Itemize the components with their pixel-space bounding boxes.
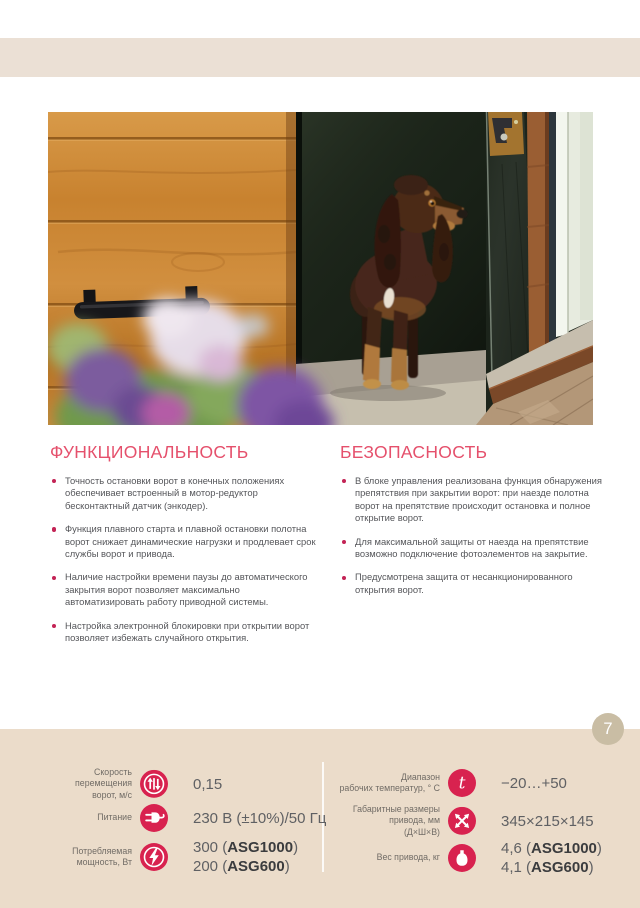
spec-row-power-supply (40, 804, 326, 832)
speed-arrows-icon (140, 770, 168, 798)
spec-row-speed (40, 767, 222, 801)
spec-row-dimensions (336, 804, 594, 838)
page-number-badge (592, 713, 624, 745)
top-band (0, 38, 640, 77)
list-item: Для максимальной защиты от наезда на препятствие возможно подключение фотоэлементов на закрытие. (340, 536, 606, 561)
spec-label: Вес привода, кг (376, 852, 440, 863)
page-number: 7 (603, 719, 613, 738)
dimensions-arrows-icon (448, 807, 476, 835)
functionality-list (50, 475, 316, 644)
spec-label: Питание (97, 812, 132, 823)
spec-label: Потребляемая мощность, Вт (72, 845, 132, 867)
list-item: Функция плавного старта и плавной остановки полотна ворот снижает динамические нагрузки и продлевает срок службы ворот и привода. (50, 523, 316, 560)
list-item: Наличие настройки времени паузы до автоматического закрытия ворот позволяет максимально автоматизировать работу приводной системы. (50, 571, 316, 608)
spec-value: 230 В (±10%)/50 Гц (193, 809, 327, 827)
section-safety (340, 442, 606, 607)
svg-text:t: t (458, 773, 466, 794)
safety-list (340, 475, 606, 596)
hero-photo (48, 112, 593, 425)
spec-label: Скорость перемещения ворот, м/с (75, 766, 132, 800)
list-item: Предусмотрена защита от несанкционированного открытия ворот. (340, 571, 606, 596)
list-item: В блоке управления реализована функция обнаружения препятствия при закрытии ворот: при наезде полотна ворот на препятствие происходит остановка и полное открытие ворот. (340, 475, 606, 525)
spec-value: 300 (ASG1000) 200 (ASG600) (193, 839, 299, 875)
temperature-icon (448, 769, 476, 797)
spec-value: 4,6 (ASG1000) 4,1 (ASG600) (501, 840, 602, 876)
lightning-icon (140, 843, 168, 871)
door-jamb-and-wall (527, 112, 593, 357)
list-item: Точность остановки ворот в конечных положениях обеспечивает встроенный в мотор-редуктор бесконтактный датчик (энкодер). (50, 475, 316, 512)
spec-footer (0, 729, 640, 908)
spec-row-temperature-range (336, 769, 567, 797)
spec-value: −20…+50 (501, 774, 567, 792)
hero-photo-illustration (48, 112, 593, 425)
spec-label: Диапазон рабочих температур, ° C (339, 771, 440, 793)
spec-value: 0,15 (193, 775, 223, 793)
spec-row-weight (336, 839, 602, 877)
spec-label: Габаритные размеры привода, мм (Д×Ш×В) (352, 803, 440, 837)
safety-title: БЕЗОПАСНОСТЬ (340, 442, 488, 462)
weight-icon (448, 844, 476, 872)
functionality-title: ФУНКЦИОНАЛЬНОСТЬ (50, 442, 249, 462)
spec-row-power-consumption (40, 838, 298, 876)
spec-value: 345×215×145 (501, 812, 594, 830)
list-item: Настройка электронной блокировки при открытии ворот позволяет избежать случайного открытия. (50, 620, 316, 645)
section-functionality (50, 442, 316, 655)
power-plug-icon (140, 804, 168, 832)
